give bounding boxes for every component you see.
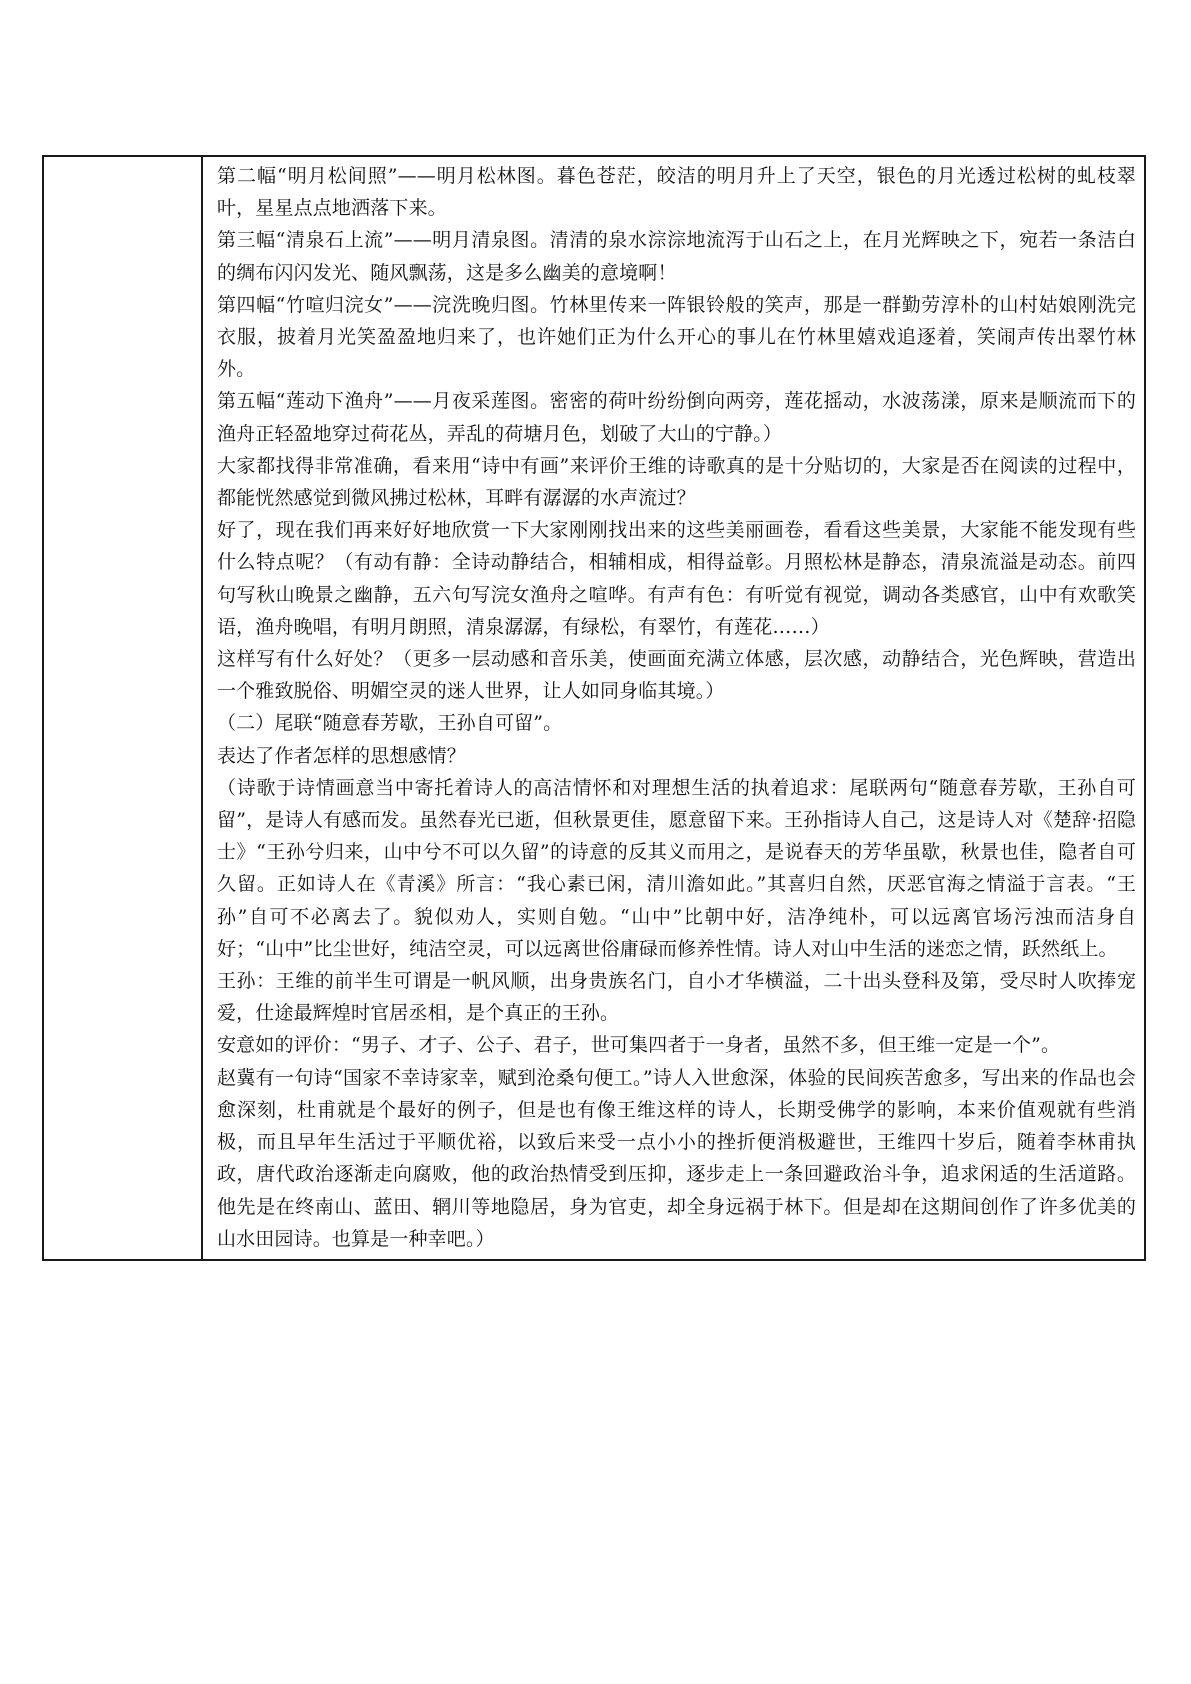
paragraph-features: 好了，现在我们再来好好地欣赏一下大家刚刚找出来的这些美丽画卷，看看这些美景，大家能不能发现有些什么特点呢？（有动有静：全诗动静结合，相辅相成，相得益彰。月照松林是静态，清泉流溢是动态。前四句写秋山晚景之幽静，五六句写浣女渔舟之喧哗。有声有色：有听觉有视觉，调动各类感官，山中有欢歌笑语，渔舟晚唱，有明月朗照，清泉潺潺，有绿松，有翠竹，有莲花……） [217, 519, 1136, 638]
left-label-cell [43, 156, 202, 1260]
paragraph-benefits: 这样写有什么好处？（更多一层动感和音乐美，使画面充满立体感，层次感，动静结合，光色辉映，营造出一个雅致脱俗、明媚空灵的迷人世界，让人如同身临其境。） [217, 648, 1136, 703]
lesson-plan-table [42, 155, 1146, 1261]
paragraph-wangsun: 王孙：王维的前半生可谓是一帆风顺，出身贵族名门，自小才华横溢，二十出头登科及第，受尽时人吹捧宠爱，仕途最辉煌时官居丞相，是个真正的王孙。 [217, 970, 1136, 1025]
section-heading-final-couplet: （二）尾联“随意春芳歇，王孙自可留”。 [217, 712, 563, 735]
paragraph-poetry-painting: 大家都找得非常准确，看来用“诗中有画”来评价王维的诗歌真的是十分贴切的，大家是否在阅读的过程中，都能恍然感觉到微风拂过松林，耳畔有潺潺的水声流过？ [217, 454, 1136, 510]
table-row [43, 156, 1145, 1260]
paragraph-scene-3: 第三幅“清泉石上流”——明月清泉图。清清的泉水淙淙地流泻于山石之上，在月光辉映之下，宛若一条洁白的绸布闪闪发光、随风飘荡，这是多么幽美的意境啊！ [217, 229, 1136, 284]
paragraph-zhaoji: 赵冀有一句诗“国家不幸诗家幸，赋到沧桑句便工。”诗人入世愈深，体验的民间疾苦愈多，写出来的作品也会愈深刻，杜甫就是个最好的例子，但是也有像王维这样的诗人，长期受佛学的影响，本来价值观就有些消极，而且早年生活过于平顺优裕，以致后来受一点小小的挫折便消极避世，王维四十岁后，随着李林甫执政，唐代政治逐渐走向腐败，他的政治热情受到压抑，逐步走上一条回避政治斗争，追求闲适的生活道路。他先是在终南山、蓝田、辋川等地隐居，身为官吏，却全身远祸于林下。但是却在这期间创作了许多优美的山水田园诗。也算是一种幸吧。） [217, 1066, 1136, 1250]
content-cell [202, 156, 1145, 1260]
paragraph-quote-anyiru: 安意如的评价：“男子、才子、公子、君子，世可集四者于一身者，虽然不多，但王维一定是一个”。 [217, 1034, 1061, 1057]
paragraph-scene-4: 第四幅“竹喧归浣女”——浣洗晚归图。竹林里传来一阵银铃般的笑声，那是一群勤劳淳朴的山村姑娘刚洗完衣服，披着月光笑盈盈地归来了，也许她们正为什么开心的事儿在竹林里嬉戏追逐着，笑闹声传出翠竹林外。 [217, 293, 1136, 381]
paragraph-analysis: （诗歌于诗情画意当中寄托着诗人的高洁情怀和对理想生活的执着追求：尾联两句“随意春芳歇，王孙自可留”，是诗人有感而发。虽然春光已逝，但秋景更佳，愿意留下来。王孙指诗人自己，这是诗人对《楚辞·招隐士》“王孙兮归来，山中兮不可以久留”的诗意的反其义而用之，是说春天的芳华虽歇，秋景也佳，隐者自可久留。正如诗人在《青溪》所言：“我心素已闲，清川澹如此。”其喜归自然，厌恶官海之情溢于言表。“王孙”自可不必离去了。貌似劝人，实则自勉。“山中”比朝中好，洁净纯朴，可以远离官场污浊而洁身自好；“山中”比尘世好，纯洁空灵，可以远离世俗庸碌而修养性情。诗人对山中生活的迷恋之情，跃然纸上。 [217, 776, 1136, 960]
question-emotion: 表达了作者怎样的思想感情？ [217, 744, 466, 767]
paragraph-scene-5: 第五幅“莲动下渔舟”——月夜采莲图。密密的荷叶纷纷倒向两旁，莲花摇动，水波荡漾，原来是顺流而下的渔舟正轻盈地穿过荷花丛，弄乱的荷塘月色，划破了大山的宁静。） [217, 390, 1136, 445]
paragraph-scene-2: 第二幅“明月松间照”——明月松林图。暮色苍茫，皎洁的明月升上了天空，银色的月光透过松树的虬枝翠叶，星星点点地洒落下来。 [217, 165, 1136, 220]
